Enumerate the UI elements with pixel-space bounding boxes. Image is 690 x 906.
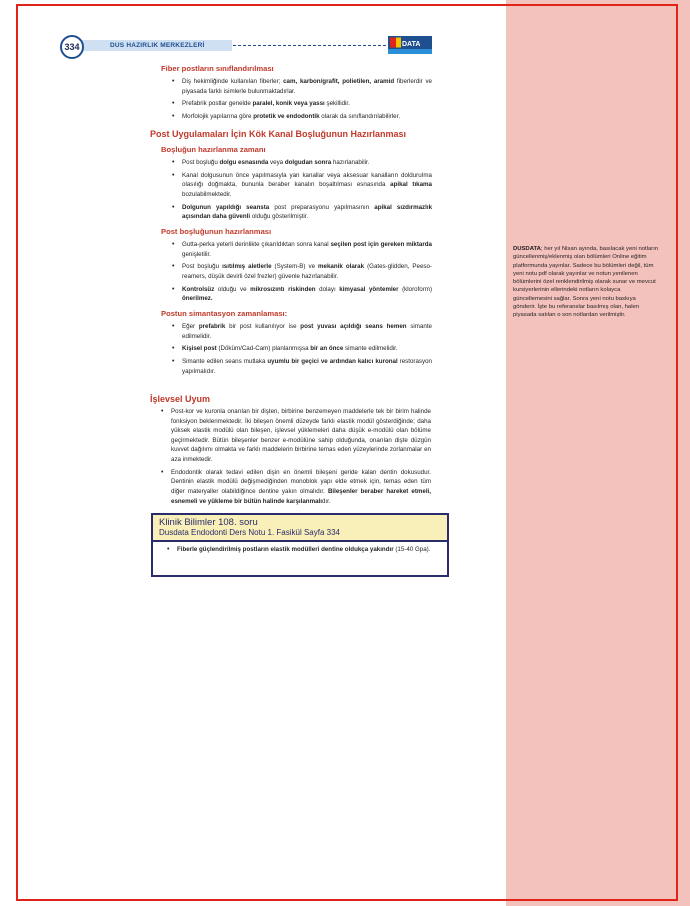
list-item: • Prefabrik postlar genelde paralel, konik veya yassı şekillidir. [172,99,432,109]
cementation-heading: Postun simantasyon zamanlaması: [161,309,288,318]
post-preparation-heading: Post Uygulamaları İçin Kök Kanal Boşluğunun Hazırlanması [150,129,407,139]
cementation-list [172,322,432,380]
clinic-box-title: Klinik Bilimler 108. soru [159,517,258,528]
clinic-box-header [153,515,447,542]
clinic-box-list [167,545,437,555]
timing-heading: Boşluğun hazırlanma zamanı [161,145,266,154]
side-note-text: ; her yıl Nisan ayında, basılacak yeni notların güncellenmiş/eklenmiş olan bölümleri Online eğitim platformunda yayınlar. Sadece bu bölümleri değil, tüm yeni notu pdf olarak yayınlar ve notun yenilenen bölümlerini özel renklendirilmiş olarak sunar ve mevcut kursiyerlerinin ellerindeki notların kolayca güncellemesini sağlar. Sonra yeni notu baskıya gönderir. İşte bu referanslar basılmış olan, halen piyasada satılan o son notlardan verilmiştir. [513,246,659,319]
list-item: • Kanal dolgusunun önce yapılmasıyla yan kanallar veya aksesuar kanalların dolduruIma olasılığı doğmakta, bununla beraber kanalın boşaltılması esnasında apikal tıkama bozulabilmektedir. [172,171,432,200]
clinic-box-subtitle: Dusdata Endodonti Ders Notu 1. Fasikül Sayfa 334 [159,528,340,537]
list-item: • Dolgunun yapıldığı seansta post preparasyonu yapılmasının apikal sızdırmazlık açısından daha güvenli olduğu gösterilmiştir. [172,203,432,222]
list-item: • Post boşluğu dolgu esnasında veya dolgudan sonra hazırlanabilir. [172,158,432,168]
fiber-classification-list [172,77,432,125]
list-item: • Endodontik olarak tedavi edilen dişin en önemli bileşeni geride kalan dentin dokusudur. Dentinin elastik modülü değişmediğinden monoblok yapı elde etmek için, temas eden tüm diğer materyaller olabildiğince dentine yakın olmalıdır. Bileşenler beraber hareket etmeli, esnemeli ve yükleme bir bütün halinde karşılanmalıdır. [161,468,431,506]
clinic-reference-box [151,513,449,577]
dusdata-logo [388,36,432,54]
list-item: • Morfolojik yapılarına göre protetik ve endodontik olarak da sınıflandırılabilirler. [172,112,432,122]
list-item: • Post-kor ve kuronla onarılan bir dişten, birbirine benzemeyen maddelerle tek bir birim halinde fonksiyon beklenmektedir. İki bileşen önemli düzeyde farklı elastik modül gösterdiğinde; daha yüksek elastik modülü olan bileşen, işlevsel yüklemeleri daha düşük e-modülü olan bölüme geçirmektedir. Bütün bileşenler benzer e-modülüne sahip olduğunda, onarılan dişte düzgün kuvvet dağılımı olmakta ve farklı maddelerin birbirine temas eden yüzeylerinde zorlanmalar en aza inmektedir. [161,407,431,465]
space-prep-heading: Post boşluğunun hazırlanması [161,227,272,236]
list-item: • Kişisel post (Döküm/Cad-Cam) planlanmışsa bir an önce simante edilmelidir. [172,344,432,354]
svg-text:DATA: DATA [402,41,421,48]
list-item: • Fiberle güçlendirilmiş postların elastik modülleri dentine oldukça yakındır (15-40 Gpa). [167,545,437,555]
list-item: • Kontrolsüz olduğu ve mikrosızıntı riskinden dolayı kimyasal yöntemler (kloroform) önerilmez. [172,285,432,304]
functional-harmony-heading: İşlevsel Uyum [150,394,211,404]
list-item: • Diş hekimliğinde kullanılan fiberler; cam, karbon/grafit, polietilen, aramid fiberlerdir ve piyasada farklı isimlerle bulunmaktadırlar. [172,77,432,96]
list-item: • Post boşluğu ısıtılmış aletlerle (System-B) ve mekanik olarak (Gates-glidden, Peeso-reamers, düşük devirli özel frezler) güvenle hazırlanabilir. [172,262,432,281]
list-item: • Gutta-perka yeterli derinlikte çıkarıldıktan sonra kanal seçilen post için gereken miktarda genişletilir. [172,240,432,259]
timing-list [172,158,432,225]
functional-harmony-list [161,407,431,509]
side-note [513,245,659,320]
page-number: 334 [60,35,84,59]
list-item: • Eğer prefabrik bir post kullanılıyor ise post yuvası açıldığı seans hemen simante edilmelidir. [172,322,432,341]
header-title: DUS HAZIRLIK MERKEZLERİ [110,42,205,49]
fiber-classification-heading: Fiber postların sınıflandırılması [161,64,274,73]
side-note-brand: DUSDATA [513,246,541,252]
space-prep-list [172,240,432,307]
list-item: • Simante edilen seans mutlaka uyumlu bir geçici ve ardından kalıcı kuronal restorasyon yapılmalıdır. [172,357,432,376]
